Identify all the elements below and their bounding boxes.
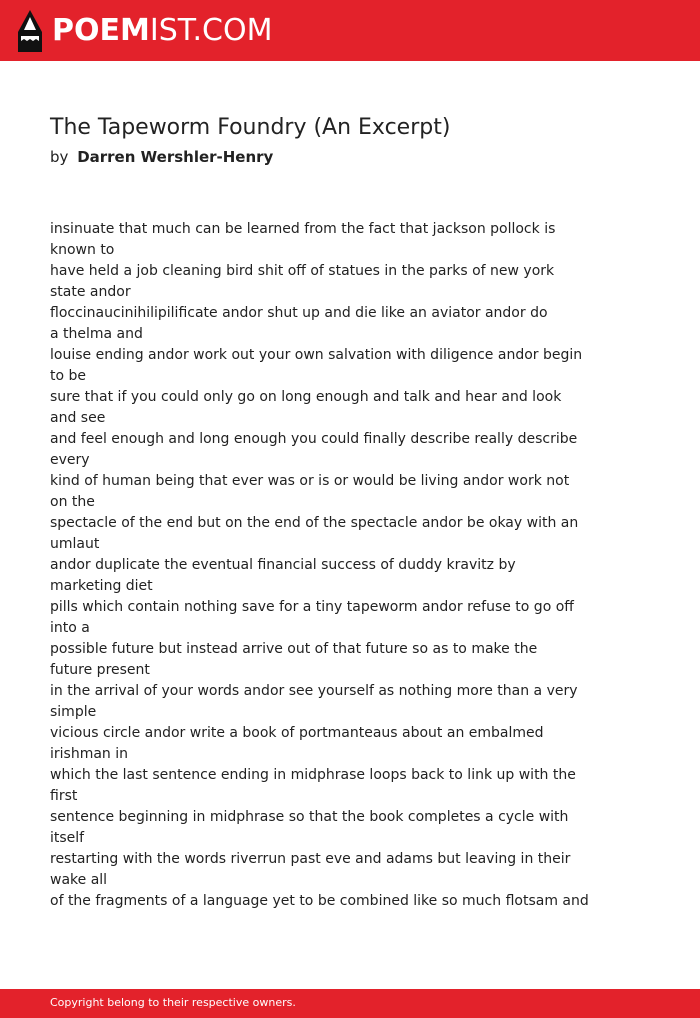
poem-line: of the fragments of a language yet to be combined like so much flotsam and: [50, 893, 589, 909]
poem-line: itself: [50, 830, 85, 846]
poem-line: insinuate that much can be learned from the fact that jackson pollock is: [50, 221, 556, 237]
poem-line: pills which contain nothing save for a tiny tapeworm andor refuse to go off: [50, 599, 574, 615]
poem-line: on the: [50, 494, 95, 510]
poem-line: and see: [50, 410, 106, 426]
poem-body: [50, 219, 589, 912]
poem-line: andor duplicate the eventual financial success of duddy kravitz by: [50, 557, 516, 573]
pencil-tip-icon: [18, 10, 42, 52]
poem-line: every: [50, 452, 90, 468]
poem-line: louise ending andor work out your own salvation with diligence andor begin: [50, 347, 583, 363]
poem-line: have held a job cleaning bird shit off of statues in the parks of new york: [50, 263, 555, 279]
site-logo[interactable]: [18, 10, 272, 52]
poem-line: restarting with the words riverrun past eve and adams but leaving in their: [50, 851, 571, 867]
site-logo-text: [52, 11, 272, 51]
poem-line: simple: [50, 704, 97, 720]
poem-line: sentence beginning in midphrase so that the book completes a cycle with: [50, 809, 569, 825]
poem-line: known to: [50, 242, 115, 258]
poem-line: which the last sentence ending in midphrase loops back to link up with the: [50, 767, 576, 783]
logo-text-light: IST.COM: [149, 13, 273, 48]
poem-line: vicious circle andor write a book of portmanteaus about an embalmed: [50, 725, 544, 741]
poem-author[interactable]: Darren Wershler-Henry: [77, 148, 274, 166]
poem-line: into a: [50, 620, 90, 636]
poem-byline: [50, 148, 273, 166]
site-footer: [0, 989, 700, 1018]
poem-line: a thelma and: [50, 326, 143, 342]
poem-line: kind of human being that ever was or is or would be living andor work not: [50, 473, 570, 489]
poem-line: to be: [50, 368, 87, 384]
by-label: by: [50, 148, 69, 166]
site-header: [0, 0, 700, 61]
poem-line: umlaut: [50, 536, 100, 552]
copyright-text: Copyright belong to their respective owners.: [50, 996, 296, 1009]
poem-line: irishman in: [50, 746, 129, 762]
logo-text-bold: POEM: [52, 13, 150, 48]
poem-line: in the arrival of your words andor see yourself as nothing more than a very: [50, 683, 578, 699]
poem-line: spectacle of the end but on the end of the spectacle andor be okay with an: [50, 515, 579, 531]
poem-line: state andor: [50, 284, 131, 300]
poem-line: future present: [50, 662, 150, 678]
poem-line: marketing diet: [50, 578, 153, 594]
poem-line: floccinaucinihilipilificate andor shut up and die like an aviator andor do: [50, 305, 548, 321]
poem-line: sure that if you could only go on long enough and talk and hear and look: [50, 389, 562, 405]
poem-line: first: [50, 788, 78, 804]
poem-line: wake all: [50, 872, 108, 888]
poem-line: and feel enough and long enough you could finally describe really describe: [50, 431, 578, 447]
poem-line: possible future but instead arrive out of that future so as to make the: [50, 641, 538, 657]
poem-title: The Tapeworm Foundry (An Excerpt): [50, 115, 451, 140]
